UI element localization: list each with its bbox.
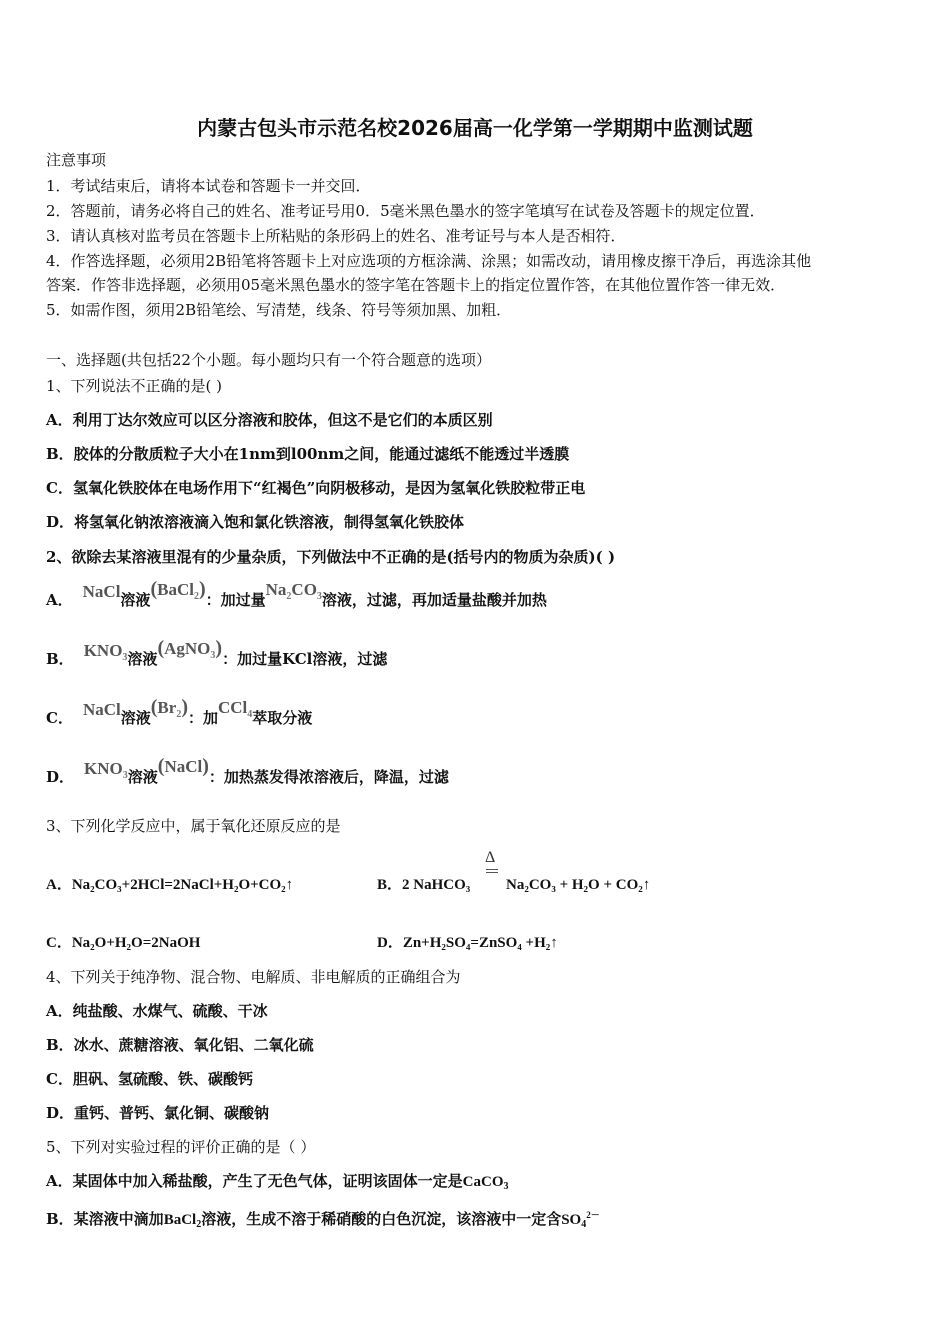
- q1-option-d: D．将氢氧化钠浓溶液滴入饱和氯化铁溶液，制得氢氧化铁胶体: [46, 513, 465, 531]
- q1-option-b: B．胶体的分散质粒子大小在1nm到l00nm之间，能通过滤纸不能透过半透膜: [46, 445, 570, 463]
- solution-word: 溶液: [127, 768, 158, 786]
- notice-item: 2．答题前，请务必将自己的姓名、准考证号用0．5毫米黑色墨水的签字笔填写在试卷及答题卡的规定位置．: [46, 202, 765, 220]
- q2-option-b: [46, 637, 388, 681]
- option-label: A．: [46, 591, 73, 609]
- formula-kno3: $KNO_3$: [83, 641, 128, 663]
- notice-item: 3．请认真核对监考员在答题卡上所粘贴的条形码上的姓名、准考证号与本人是否相符．: [46, 227, 626, 245]
- option-label: D．: [46, 768, 75, 786]
- formula-caco3: CaCO$_3$: [462, 1174, 509, 1192]
- formula-nacl: NaCl: [82, 700, 121, 719]
- section-heading: 一、选择题(共包括22个小题。每小题均只有一个符合题意的选项）: [46, 351, 491, 369]
- solution-word: 溶液: [127, 650, 158, 668]
- q4-option-d: D．重钙、普钙、氯化铜、碳酸钠: [46, 1104, 270, 1122]
- q2-option-a: [46, 578, 547, 622]
- q2-option-d: [46, 755, 449, 799]
- option-text: 溶液，过滤，再加适量盐酸并加热: [321, 591, 547, 609]
- option-label: B．: [46, 650, 74, 668]
- notice-item: 1．考试结束后，请将本试卷和答题卡一并交回．: [46, 177, 371, 195]
- option-text: ：加热蒸发得浓溶液后，降温，过滤: [208, 768, 449, 786]
- q4-stem: 4、下列关于纯净物、混合物、电解质、非电解质的正确组合为: [46, 968, 461, 986]
- notice-item: 5．如需作图，须用2B铅笔绘、写清楚，线条、符号等须加黑、加粗．: [46, 301, 512, 319]
- q3-option-c: C．Na₂O+H₂O=2NaOH: [46, 935, 201, 951]
- q1-stem: 1、下列说法不正确的是( ): [46, 377, 223, 395]
- solution-word: 溶液: [120, 591, 151, 609]
- q5-option-b: B．某溶液中滴加BaCl$_2$溶液，生成不溶于稀硝酸的白色沉淀，该溶液中一定含$SO_4^{2-}$: [46, 1210, 600, 1230]
- q3-option-b-right: Na₂CO₃ + H₂O + CO₂↑: [506, 877, 651, 893]
- q4-option-b: B．冰水、蔗糖溶液、氧化铝、二氧化硫: [46, 1036, 314, 1054]
- impurity-formula: $(Br_2)$: [150, 696, 188, 720]
- option-label: C．: [46, 709, 73, 727]
- q2-stem: 2、欲除去某溶液里混有的少量杂质，下列做法中不正确的是(括号内的物质为杂质)( ): [46, 548, 616, 566]
- q3-stem: 3、下列化学反应中，属于氧化还原反应的是: [46, 817, 341, 835]
- impurity-formula: (BaCl$_2$): [150, 578, 206, 602]
- exam-title: 内蒙古包头市示范名校2026届高一化学第一学期期中监测试题: [197, 116, 753, 140]
- impurity-formula: (AgNO$_3$): [157, 637, 223, 661]
- formula-bacl2: BaCl$_2$: [163, 1212, 202, 1230]
- reagent-formula: $Na_2CO_3$: [265, 580, 322, 602]
- option-text: 萃取分液: [252, 709, 313, 727]
- notice-heading: 注意事项: [46, 151, 107, 169]
- option-text: ：加: [187, 709, 218, 727]
- q1-option-c: C．氢氧化铁胶体在电场作用下“红褐色”向阴极移动，是因为氢氧化铁胶粒带正电: [46, 479, 586, 497]
- formula-nacl: NaCl: [82, 582, 121, 601]
- option-text: ：加过量KCl溶液，过滤: [222, 650, 388, 668]
- q5-stem: 5、下列对实验过程的评价正确的是（ ）: [46, 1138, 316, 1156]
- formula-sulfate-ion: $SO_4^{2-}$: [561, 1210, 600, 1230]
- q3-option-a: A．Na₂CO₃+2HCl=2NaCl+H₂O+CO₂↑: [46, 877, 294, 893]
- q3-option-b-left: B．2 NaHCO₃: [377, 877, 471, 893]
- solution-word: 溶液: [120, 709, 151, 727]
- q1-option-a: A．利用丁达尔效应可以区分溶液和胶体，但这不是它们的本质区别: [46, 411, 493, 429]
- q5-option-a: A．某固体中加入稀盐酸，产生了无色气体，证明该固体一定是CaCO$_3$: [46, 1172, 509, 1192]
- q4-option-c: C．胆矾、氢硫酸、铁、碳酸钙: [46, 1070, 253, 1088]
- equals-bar: [486, 869, 498, 870]
- q3-option-d: D．Zn+H₂SO₄=ZnSO₄ +H₂↑: [377, 935, 558, 951]
- reagent-formula: CCl$_4$: [218, 698, 253, 720]
- q2-option-c: [46, 696, 313, 740]
- impurity-formula: (NaCl): [157, 755, 209, 777]
- equals-bar: [486, 872, 498, 873]
- notice-item: 4．作答选择题，必须用2B铅笔将答题卡上对应选项的方框涂满、涂黑；如需改动，请用橡皮擦干净后，再选涂其他: [46, 252, 812, 270]
- q4-option-a: A．纯盐酸、水煤气、硫酸、干冰: [46, 1002, 268, 1020]
- formula-kno3: $KNO_3$: [84, 759, 128, 781]
- heat-delta-symbol: Δ: [485, 849, 496, 866]
- notice-item: 答案．作答非选择题，必须用05毫米黑色墨水的签字笔在答题卡上的指定位置作答，在其他位置作答一律无效．: [46, 276, 786, 294]
- option-text: ：加过量: [205, 591, 266, 609]
